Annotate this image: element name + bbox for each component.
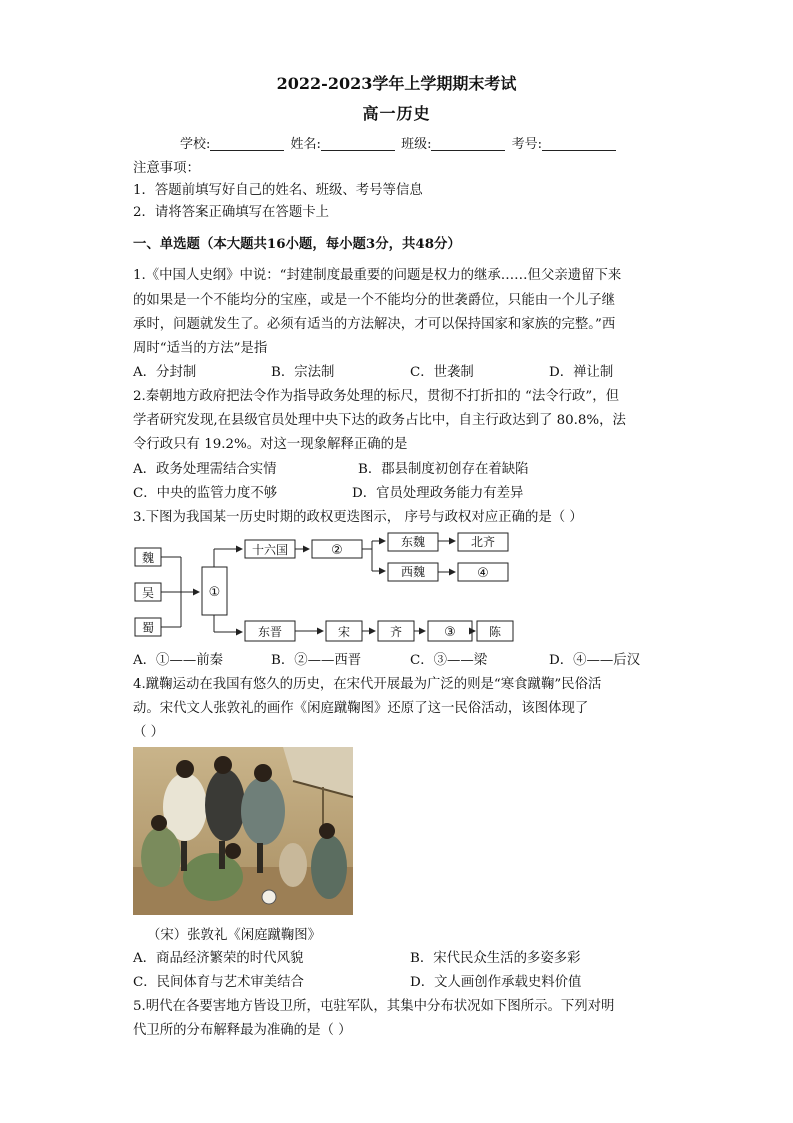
label-song: 宋 [337,625,351,639]
section-heading: 一、单选题（本大题共16小题，每小题3分，共48分） [133,236,461,252]
q3-option-b[interactable]: B．②——西晋 [271,653,362,668]
question-2-text: 令行政只有 19.2%。对这一现象解释正确的是 [133,437,408,452]
label-shu: 蜀 [141,621,155,635]
notice-item: 2．请将答案正确填写在答题卡上 [133,205,329,220]
label-2: ② [331,543,343,558]
label-west-wei: 西魏 [400,565,426,579]
q1-option-c[interactable]: C．世袭制 [410,365,474,380]
q4-option-d[interactable]: D．文人画创作承载史料价值 [410,975,582,990]
q3-option-c[interactable]: C．③——梁 [410,653,488,668]
question-2-text: 学者研究发现,在县级官员处理中央下达的政务占比中，自主行政达到了 80.8%，法 [133,413,626,428]
label-wei: 魏 [141,551,155,565]
label-chen: 陈 [488,625,502,639]
q2-option-b[interactable]: B．郡县制度初创存在着缺陷 [358,462,529,477]
painting-caption: （宋）张敦礼《闲庭蹴鞠图》 [147,928,322,943]
question-5-text: 代卫所的分布解释最为准确的是（ ） [133,1023,352,1038]
q1-option-b[interactable]: B．宗法制 [271,365,335,380]
notice-title: 注意事项： [133,161,200,176]
q3-option-a[interactable]: A．①——前秦 [133,653,224,668]
label-north-qi: 北齐 [470,535,496,549]
label-east-wei: 东魏 [400,535,426,549]
q1-option-d[interactable]: D．禅让制 [549,365,614,380]
q1-option-a[interactable]: A．分封制 [133,365,197,380]
question-1-text: 承时，问题就发生了。必须有适当的方法解决，才可以保持国家和家族的完整。”西 [133,317,616,332]
question-1-text: 的如果是一个不能均分的宝座，或是一个不能均分的世袭爵位，只能由一个儿子继 [133,293,616,308]
q3-option-d[interactable]: D．④——后汉 [549,653,641,668]
question-2-text: 2.秦朝地方政府把法令作为指导政务处理的标尺，贯彻不打折扣的 “法令行政”，但 [133,389,620,404]
label-east-jin: 东晋 [257,625,283,639]
cuju-painting-image [133,747,353,915]
q2-option-d[interactable]: D．官员处理政务能力有差异 [352,486,524,501]
question-1-text: 1.《中国人史纲》中说：“封建制度最重要的问题是权力的继承……但父亲遗留下来 [133,268,622,283]
class-label: 班级: [401,137,432,152]
q4-option-a[interactable]: A．商品经济繁荣的时代风貌 [133,951,304,966]
q4-option-b[interactable]: B．宋代民众生活的多姿多彩 [410,951,581,966]
question-4-text: 4.蹴鞠运动在我国有悠久的历史，在宋代开展最为广泛的则是“寒食蹴鞠”民俗活 [133,677,602,692]
label-qi: 齐 [389,625,403,639]
label-1: ① [208,585,221,600]
label-3: ③ [444,625,456,640]
name-label: 姓名: [290,137,321,152]
label-wu: 吴 [141,586,155,600]
q4-option-c[interactable]: C．民间体育与艺术审美结合 [133,975,304,990]
label-sixteen-kingdoms: 十六国 [251,543,289,557]
exam-title: 2022-2023学年上学期期末考试 [276,74,517,93]
question-4-text: （ ） [133,725,165,740]
question-3-text: 3.下图为我国某一历史时期的政权更迭图示， 序号与政权对应正确的是（ ） [133,510,583,525]
q2-option-a[interactable]: A．政务处理需结合实情 [133,462,277,477]
label-4: ④ [477,566,489,581]
question-1-text: 周时“适当的方法”是指 [133,341,268,356]
notice-item: 1．答题前填写好自己的姓名、班级、考号等信息 [133,183,423,198]
exam-subject: 高一历史 [362,104,431,123]
q2-option-c[interactable]: C．中央的监管力度不够 [133,486,278,501]
school-label: 学校: [180,137,211,152]
question-4-text: 动。宋代文人张敦礼的画作《闲庭蹴鞠图》还原了这一民俗活动，该图体现了 [133,701,589,716]
question-5-text: 5.明代在各要害地方皆设卫所，屯驻军队，其集中分布状况如下图所示。下列对明 [133,999,615,1014]
exam-number-label: 考号: [511,137,542,152]
